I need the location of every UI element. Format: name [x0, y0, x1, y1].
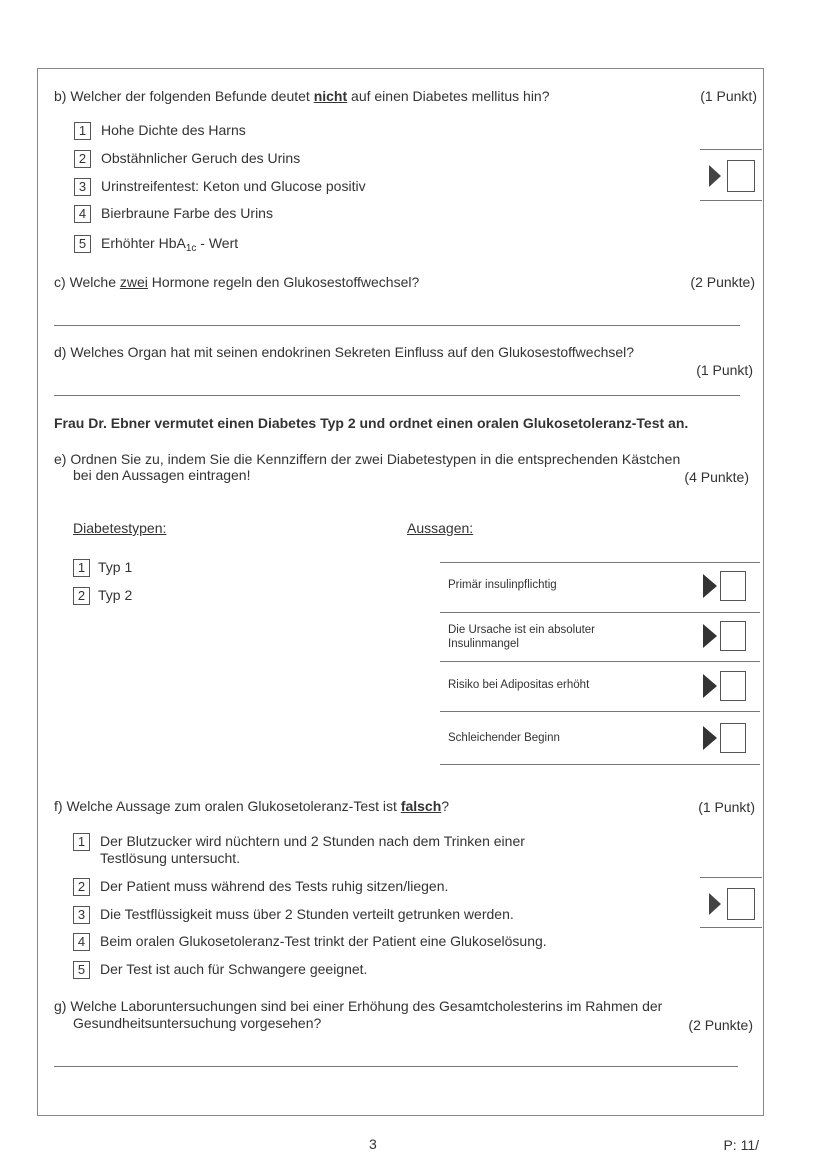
answer-line-d[interactable]: [54, 395, 740, 396]
answer-area-rule: [700, 877, 762, 878]
exam-page-frame: [37, 68, 764, 1116]
arrow-right-icon: [703, 726, 717, 750]
arrow-right-icon: [703, 624, 717, 648]
arrow-right-icon: [703, 674, 717, 698]
question-d-points: (1 Punkt): [696, 362, 753, 378]
answer-line-c[interactable]: [54, 325, 740, 326]
emphasis-zwei: zwei: [119, 274, 148, 290]
arrow-right-icon: [709, 893, 721, 915]
question-f-option-3: 3 Die Testflüssigkeit muss über 2 Stunden verteilt getrunken werden.: [73, 906, 514, 924]
answer-area-rule: [700, 200, 762, 201]
emphasis-nicht: nicht: [313, 88, 348, 104]
question-b-label: b): [54, 88, 67, 104]
answer-box[interactable]: [727, 888, 755, 920]
statement-2-answer[interactable]: [703, 621, 746, 651]
statement-1: Primär insulinpflichtig: [448, 579, 557, 591]
statements-heading: Aussagen:: [407, 520, 474, 536]
question-b-points: (1 Punkt): [700, 88, 757, 104]
question-e-line2: bei den Aussagen eintragen!: [73, 467, 251, 483]
answer-box[interactable]: [727, 160, 755, 192]
question-b-option-4: 4 Bierbraune Farbe des Urins: [74, 205, 273, 223]
statement-4: Schleichender Beginn: [448, 732, 560, 744]
page-code: P: 11/: [723, 1137, 759, 1153]
answer-box[interactable]: [720, 723, 746, 753]
type-1: 1 Typ 1: [73, 559, 132, 577]
statement-rule: [440, 711, 760, 712]
statement-rule: [440, 764, 760, 765]
question-b: b) Welcher der folgenden Befunde deutet nicht auf einen Diabetes mellitus hin?: [54, 88, 550, 104]
question-b-option-5: 5 Erhöhter HbA$_{1c}$ - Wert: [74, 235, 238, 254]
question-e-points: (4 Punkte): [684, 469, 749, 485]
question-f-option-5: 5 Der Test ist auch für Schwangere geeignet.: [73, 961, 367, 979]
question-b-option-2: 2 Obstähnlicher Geruch des Urins: [74, 150, 300, 168]
answer-box[interactable]: [720, 571, 746, 601]
statement-3: Risiko bei Adipositas erhöht: [448, 679, 590, 691]
types-heading: Diabetestypen:: [73, 520, 167, 536]
answer-box[interactable]: [720, 621, 746, 651]
statement-rule: [440, 661, 760, 662]
statement-rule: [440, 612, 760, 613]
question-b-answer[interactable]: [709, 160, 755, 192]
statement-4-answer[interactable]: [703, 723, 746, 753]
arrow-right-icon: [703, 574, 717, 598]
question-b-option-1: 1 Hohe Dichte des Harns: [74, 122, 246, 140]
question-g-points: (2 Punkte): [688, 1017, 753, 1033]
question-d: d) Welches Organ hat mit seinen endokrinen Sekreten Einfluss auf den Glukosestoffwechsel?: [54, 344, 635, 360]
question-c-points: (2 Punkte): [690, 274, 755, 290]
question-c: c) Welche zwei Hormone regeln den Glukosestoffwechsel?: [54, 274, 420, 290]
case-intro: Frau Dr. Ebner vermutet einen Diabetes Typ 2 und ordnet einen oralen Glukosetoleranz-Test an.: [54, 415, 689, 431]
arrow-right-icon: [709, 165, 721, 187]
answer-area-rule: [700, 149, 762, 150]
answer-area-rule: [700, 927, 762, 928]
emphasis-falsch: falsch: [400, 798, 442, 814]
answer-box[interactable]: [720, 671, 746, 701]
question-e: e) Ordnen Sie zu, indem Sie die Kennziffern der zwei Diabetestypen in die entsprechenden Kästchen: [54, 451, 681, 467]
question-f-points: (1 Punkt): [698, 799, 755, 815]
question-f-option-1: 1 Der Blutzucker wird nüchtern und 2 Stunden nach dem Trinken einer Testlösung untersucht.: [73, 833, 525, 867]
question-g: g) Welche Laboruntersuchungen sind bei einer Erhöhung des Gesamtcholesterins im Rahmen der: [54, 998, 663, 1014]
question-f: f) Welche Aussage zum oralen Glukosetoleranz-Test ist falsch?: [54, 798, 450, 814]
question-f-answer[interactable]: [709, 888, 755, 920]
statement-rule: [440, 562, 760, 563]
statement-1-answer[interactable]: [703, 571, 746, 601]
question-f-option-4: 4 Beim oralen Glukosetoleranz-Test trinkt der Patient eine Glukoselösung.: [73, 933, 547, 951]
page-number: 3: [369, 1136, 377, 1152]
statement-2: Die Ursache ist ein absoluter Insulinmangel: [448, 624, 596, 650]
type-2: 2 Typ 2: [73, 587, 132, 605]
question-f-option-2: 2 Der Patient muss während des Tests ruhig sitzen/liegen.: [73, 878, 448, 896]
answer-line-g[interactable]: [54, 1066, 738, 1067]
statement-3-answer[interactable]: [703, 671, 746, 701]
question-b-option-3: 3 Urinstreifentest: Keton und Glucose positiv: [74, 178, 366, 196]
question-g-line2: Gesundheitsuntersuchung vorgesehen?: [73, 1015, 322, 1031]
